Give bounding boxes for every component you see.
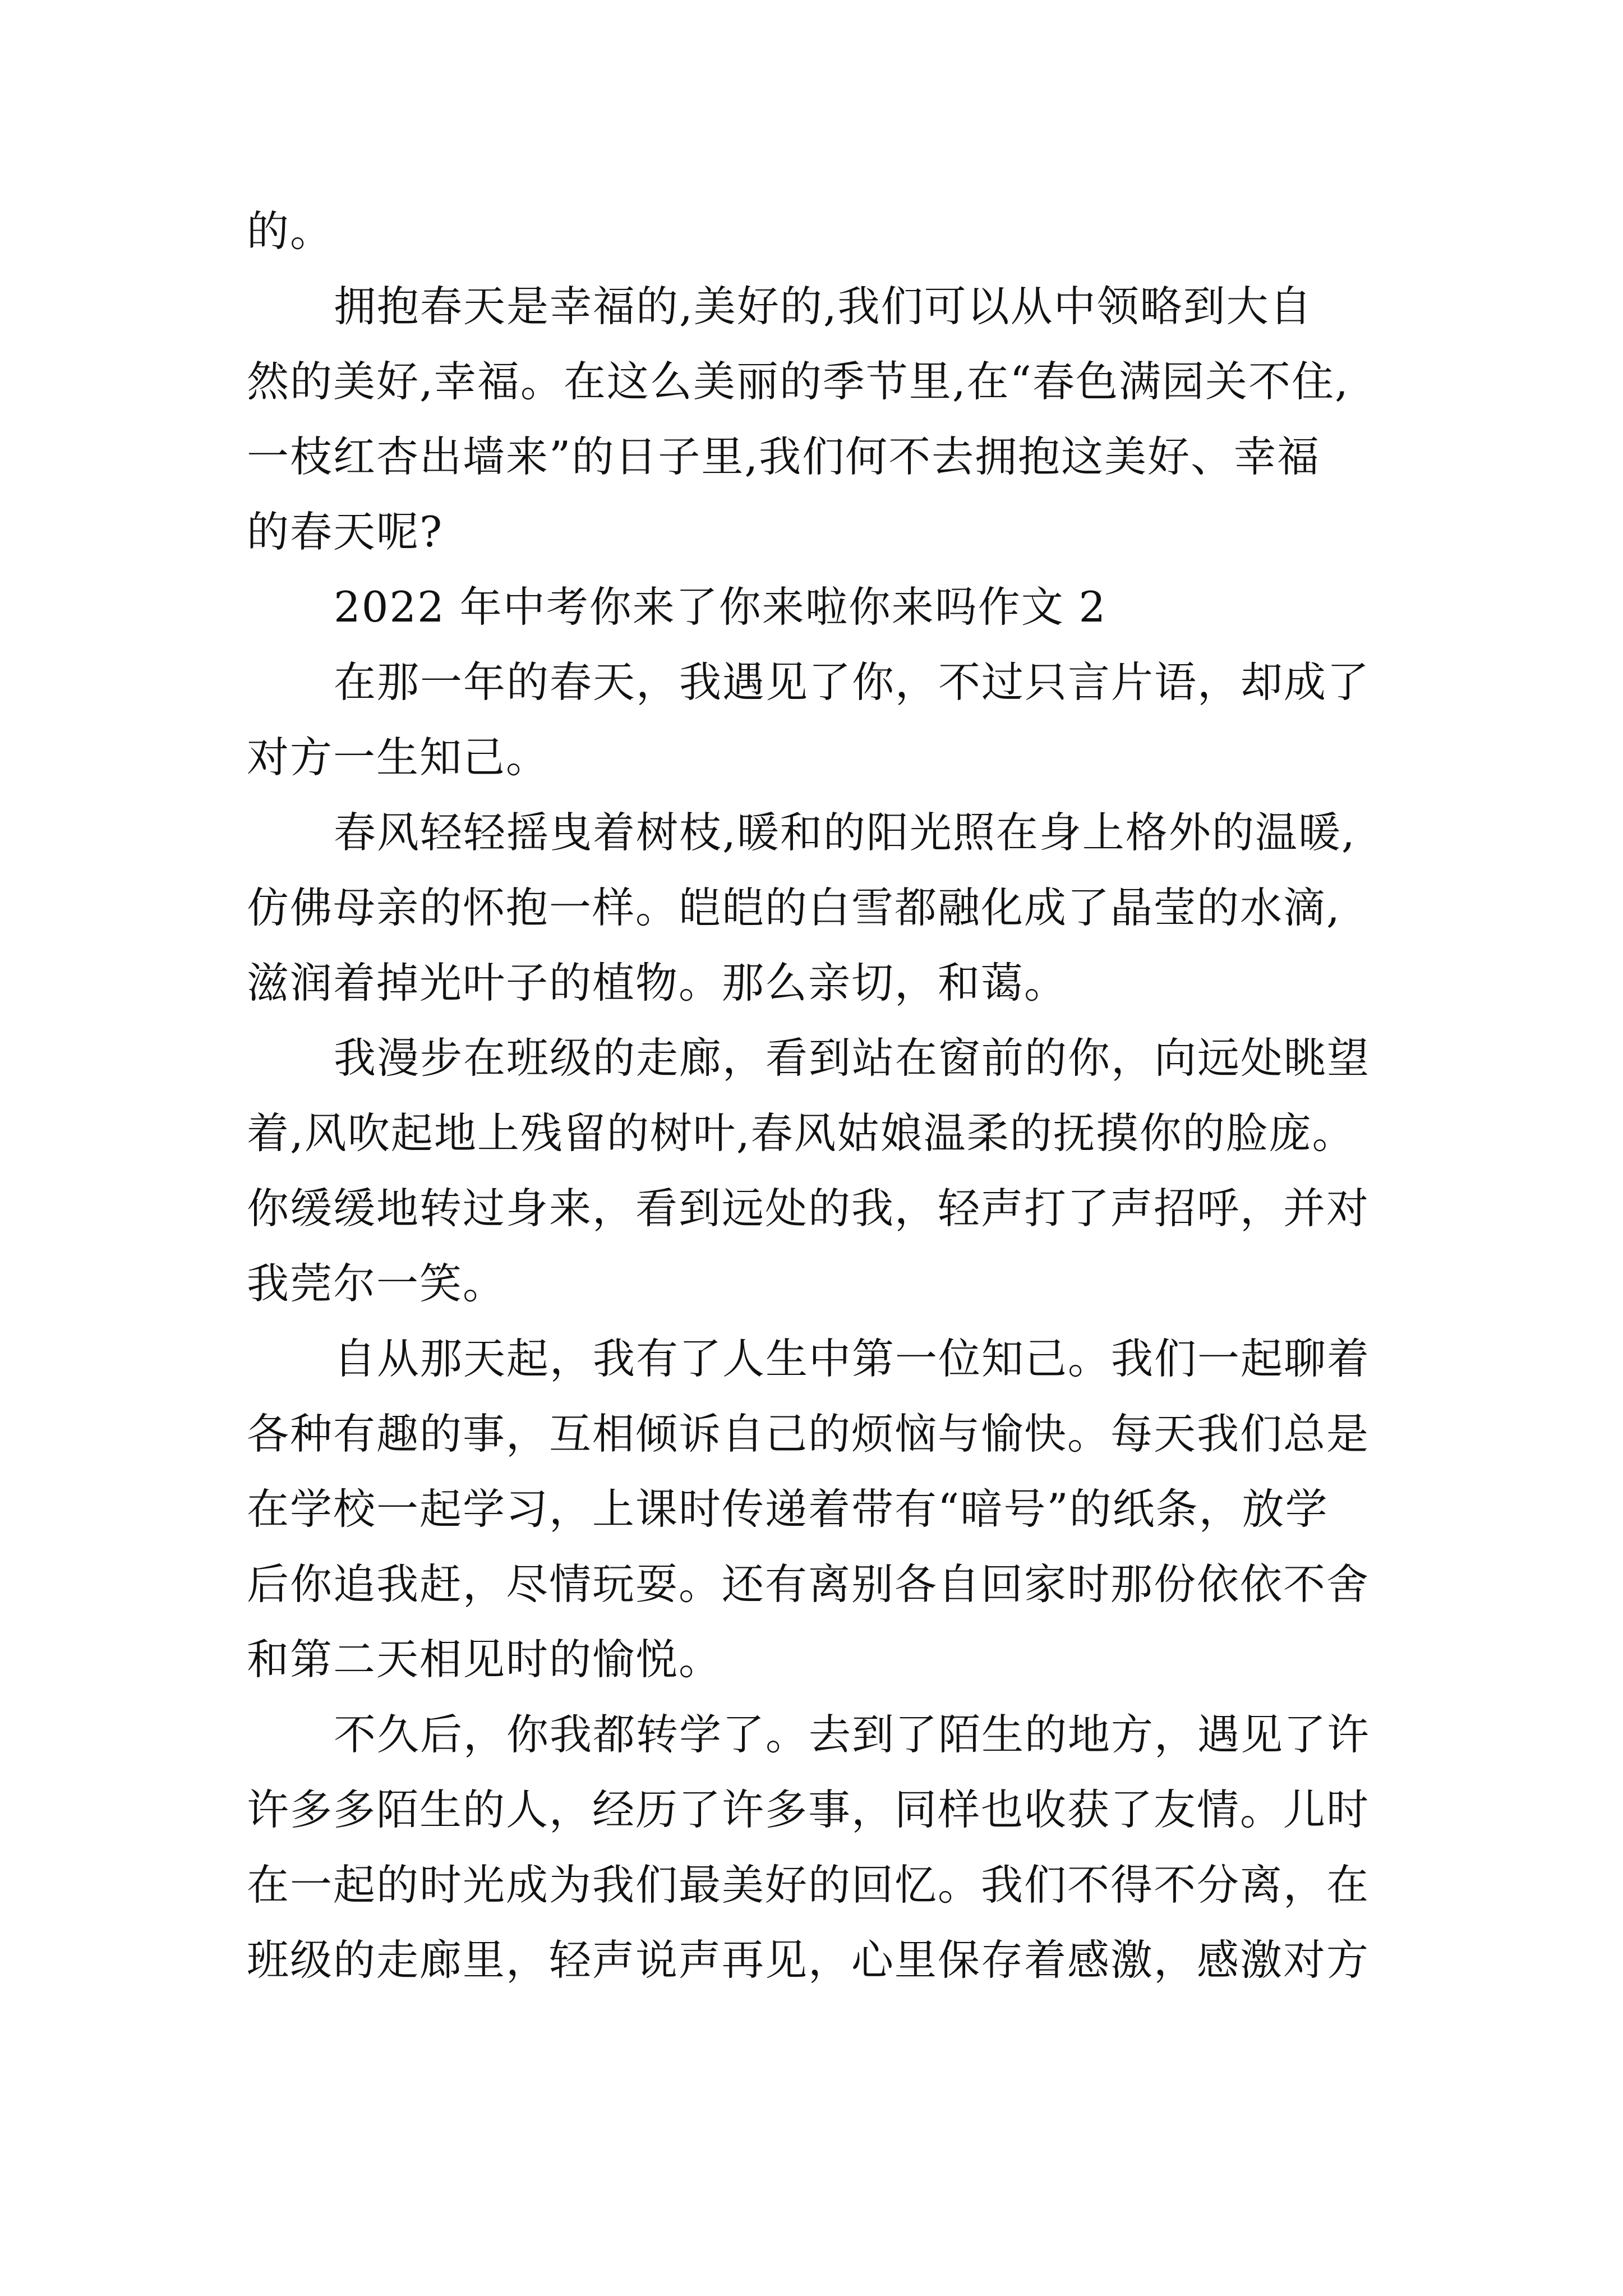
text-line: 然的美好,幸福。在这么美丽的季节里,在“春色满园关不住, [247,357,1349,406]
paragraph-start-line: 春风轻轻摇曳着树枝,暖和的阳光照在身上格外的温暖, [334,808,1356,857]
text-line: 的春天呢? [247,507,444,556]
text-line: 仿佛母亲的怀抱一样。皑皑的白雪都融化成了晶莹的水滴, [247,883,1341,932]
text-line: 你缓缓地转过身来，看到远处的我，轻声打了声招呼，并对 [247,1184,1370,1233]
text-line: 的。 [247,206,334,256]
text-line: 一枝红杏出墙来”的日子里,我们何不去拥抱这美好、幸福 [247,432,1321,481]
text-line: 在学校一起学习，上课时传递着带有“暗号”的纸条，放学 [247,1484,1329,1534]
text-line: 许多多陌生的人，经历了许多事，同样也收获了友情。儿时 [247,1785,1370,1834]
text-line: 后你追我赶，尽情玩耍。还有离别各自回家时那份依依不舍 [247,1559,1370,1609]
text-line: 着,风吹起地上残留的树叶,春风姑娘温柔的抚摸你的脸庞。 [247,1108,1355,1158]
text-line: 我莞尔一笑。 [247,1259,506,1308]
essay-body [247,194,1391,1998]
paragraph-start-line: 在那一年的春天，我遇见了你，不过只言片语，却成了 [334,657,1371,707]
paragraph-start-line: 不久后，你我都转学了。去到了陌生的地方，遇见了许 [334,1710,1371,1759]
text-line: 对方一生知己。 [247,733,550,782]
text-line: 各种有趣的事，互相倾诉自己的烦恼与愉快。每天我们总是 [247,1409,1370,1458]
text-line: 在一起的时光成为我们最美好的回忆。我们不得不分离，在 [247,1860,1370,1910]
essay-title: 2022 年中考你来了你来啦你来吗作文 2 [334,582,1107,632]
paragraph-start-line: 自从那天起，我有了人生中第一位知己。我们一起聊着 [334,1334,1371,1383]
text-line: 和第二天相见时的愉悦。 [247,1635,722,1684]
text-line: 班级的走廊里，轻声说声再见，心里保存着感激，感激对方 [247,1935,1370,1985]
paragraph-start-line: 我漫步在班级的走廊，看到站在窗前的你，向远处眺望 [334,1033,1371,1083]
text-line: 滋润着掉光叶子的植物。那么亲切，和蔼。 [247,958,1068,1007]
paragraph-start-line: 拥抱春天是幸福的,美好的,我们可以从中领略到大自 [334,282,1313,331]
